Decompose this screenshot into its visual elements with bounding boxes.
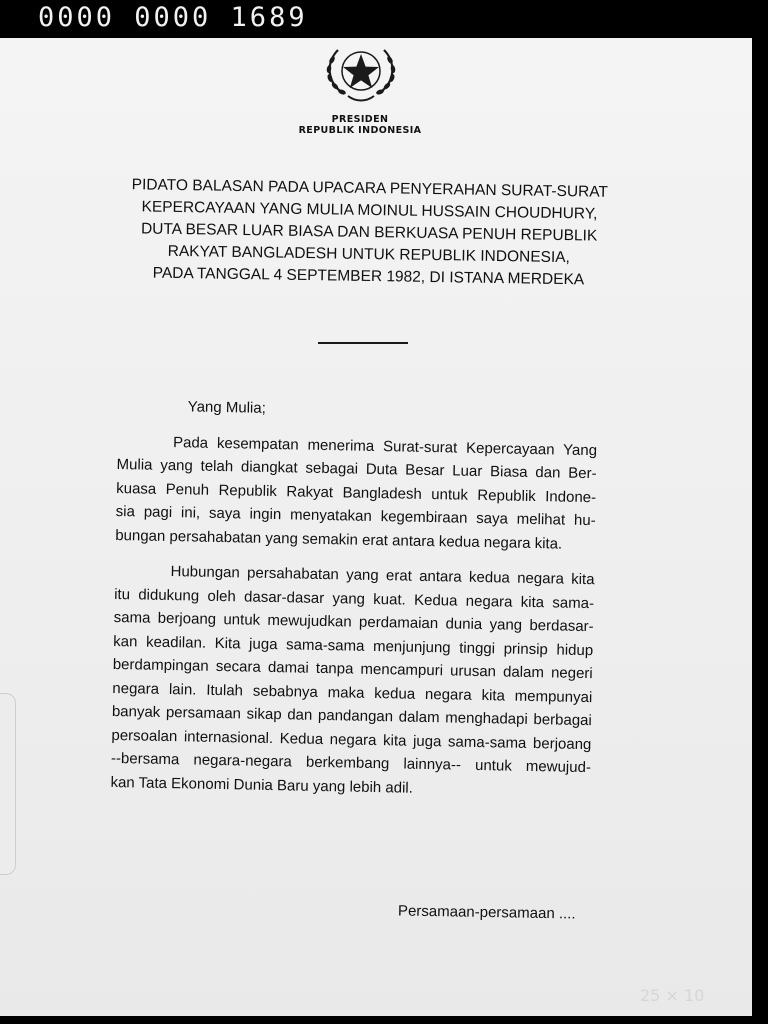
paragraph-line: persoalan internasional. Kedua negara kita juga sama-sama berjoang <box>111 726 592 753</box>
title-line: DUTA BESAR LUAR BIASA DAN BERKUASA PENUH REPUBLIK <box>140 220 598 245</box>
page-continuation: Persamaan-persamaan .... <box>397 902 576 923</box>
paragraph-line: --bersama negara-negara berkembang lainnya-- untuk mewujud- <box>110 749 592 777</box>
page-edge-tab <box>0 693 16 875</box>
letterhead-line-1: PRESIDEN <box>331 114 389 125</box>
title-divider <box>318 342 408 344</box>
paragraph-line: sama berjoang untuk mewujudkan perdamaian dunia yang berdasar- <box>113 608 594 636</box>
presidential-star-wreath-icon <box>318 38 404 104</box>
paragraph-line: banyak persamaan sikap dan pandangan dalam menghadapi berbagai <box>111 702 592 730</box>
title-line: PIDATO BALASAN PADA UPACARA PENYERAHAN SURAT-SURAT <box>131 176 609 201</box>
paragraph-2 <box>110 559 594 803</box>
paragraph-line: bungan persahabatan yang semakin erat antara kedua negara kita. <box>115 526 563 553</box>
paragraph-line: itu didukung oleh dasar-dasar yang kuat. Kedua negara kita sama- <box>113 585 595 612</box>
speech-body <box>110 394 598 815</box>
title-line: PADA TANGGAL 4 SEPTEMBER 1982, DI ISTANA MERDEKA <box>152 264 585 289</box>
paragraph-line: Hubungan persahabatan yang erat antara kedua negara kita <box>170 563 595 589</box>
paragraph-line: Mulia yang telah diangkat sebagai Duta Besar Luar Biasa dan Ber- <box>116 455 597 483</box>
paragraph-line: kan Tata Ekonomi Dunia Baru yang lebih adil. <box>110 773 414 797</box>
letterhead <box>270 114 450 136</box>
film-frame-counter: 0000 0000 1689 <box>38 2 308 33</box>
paragraph-line: Pada kesempatan menerima Surat-surat Kepercayaan Yang <box>172 433 598 459</box>
speech-title <box>108 174 630 292</box>
letterhead-line-2: REPUBLIK INDONESIA <box>298 125 422 136</box>
document-page <box>0 38 752 1016</box>
title-line: KEPERCAYAAN YANG MULIA MOINUL HUSSAIN CHOUDHURY, <box>141 198 598 223</box>
paragraph-line: negara lain. Itulah sebabnya maka kedua negara kita mempunyai <box>112 679 593 706</box>
paragraph-1 <box>115 429 597 556</box>
corner-note: 25 × 10 <box>640 986 705 1005</box>
title-line: RAKYAT BANGLADESH UNTUK REPUBLIK INDONESIA, <box>167 242 571 267</box>
salutation: Yang Mulia; <box>187 398 267 417</box>
paragraph-line: kuasa Penuh Republik Rakyat Bangladesh untuk Republik Indone- <box>116 479 597 506</box>
paragraph-line: kan keadilan. Kita juga sama-sama menjunjung tinggi prinsip hidup <box>113 632 594 659</box>
paragraph-line: berdampingan secara damai tanpa mencampuri urusan dalam negeri <box>112 655 593 683</box>
paragraph-line: sia pagi ini, saya ingin menyatakan kegembiraan saya melihat hu- <box>115 502 596 530</box>
